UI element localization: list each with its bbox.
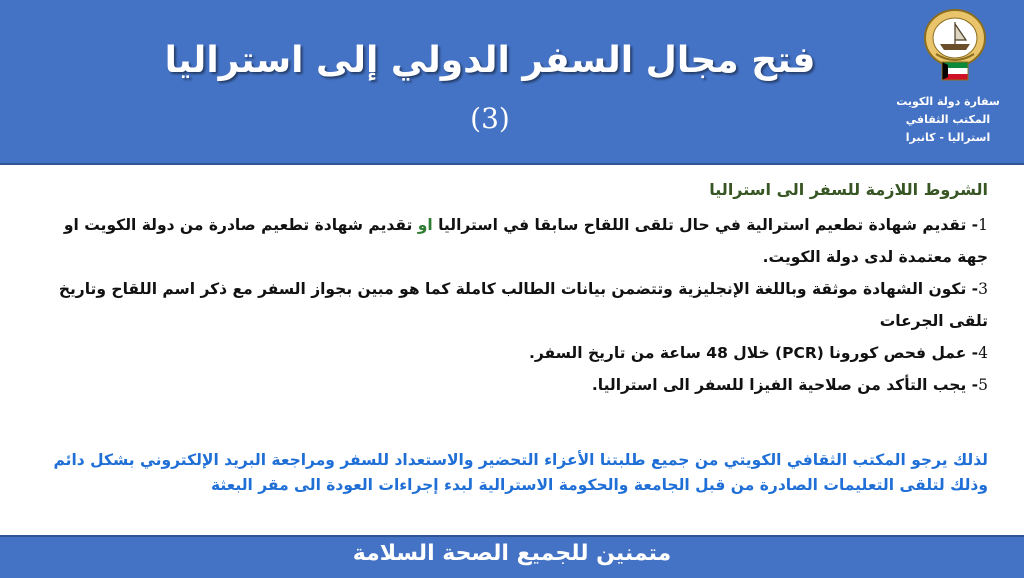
item-number: 1 (978, 216, 988, 234)
item-text: يجب التأكد من صلاحية الفيزا للسفر الى استراليا. (591, 376, 967, 394)
footer-banner (0, 535, 1024, 578)
emblem-line-office: المكتب الثقافي (905, 113, 991, 126)
condition-item-4: 4- عمل فحص كورونا (PCR) خلال 48 ساعة من تاريخ السفر. (528, 344, 988, 362)
page-number: (3) (470, 102, 510, 135)
emblem-line-location: استراليا - كانبرا (905, 131, 991, 144)
footer-wishes: متمنين للجميع الصحة السلامة (352, 541, 672, 566)
item-number: 4 (978, 344, 988, 362)
conditions-section (30, 170, 988, 401)
page-title: فتح مجال السفر الدولي إلى استراليا (164, 40, 816, 81)
item-text: عمل فحص كورونا (PCR) خلال 48 ساعة من تاريخ السفر. (528, 344, 967, 362)
cultural-office-note: لذلك يرجو المكتب الثقافي الكويتي من جميع طلبتنا الأعزاء التحضير والاستعداد للسفر ومراجعة البريد الإلكتروني بشكل دائم وذلك لتلقى التعليمات الصادرة من قبل الجامعة والحكومة الاسترالية لبدء إجراءات العودة الى مقر البعثة (53, 451, 988, 494)
kuwait-emblem-icon (922, 8, 988, 90)
item-text: تقديم شهادة تطعيم استرالية في حال تلقى اللقاح سابقا في استراليا (438, 216, 967, 234)
item-number: 3 (978, 280, 988, 298)
item-text: تكون الشهادة موثقة وباللغة الإنجليزية وتتضمن بيانات الطالب كاملة كما هو مبين بجواز السفر مع ذكر اسم اللقاح وتاريخ تلقى الجرعات (58, 280, 988, 330)
conditions-heading: الشروط اللازمة للسفر الى استراليا (709, 180, 988, 199)
condition-item-1: 1- تقديم شهادة تطعيم استرالية في حال تلقى اللقاح سابقا في استراليا او تقديم شهادة تطعيم صادرة من دولة الكويت او جهة معتمدة لدى دولة الكويت. (63, 216, 988, 266)
condition-item-5: 5- يجب التأكد من صلاحية الفيزا للسفر الى استراليا. (591, 376, 988, 394)
header-banner (0, 0, 1024, 165)
item-accent-or: او (417, 216, 433, 234)
item-text-continued: تقديم شهادة تطعيم صادرة من دولة الكويت او جهة معتمدة لدى دولة الكويت. (63, 216, 988, 266)
condition-item-3: 3- تكون الشهادة موثقة وباللغة الإنجليزية وتتضمن بيانات الطالب كاملة كما هو مبين بجواز السفر مع ذكر اسم اللقاح وتاريخ تلقى الجرعات (58, 280, 988, 330)
item-number: 5 (978, 376, 988, 394)
emblem-line-embassy: سفارة دولة الكويت (896, 95, 1000, 108)
